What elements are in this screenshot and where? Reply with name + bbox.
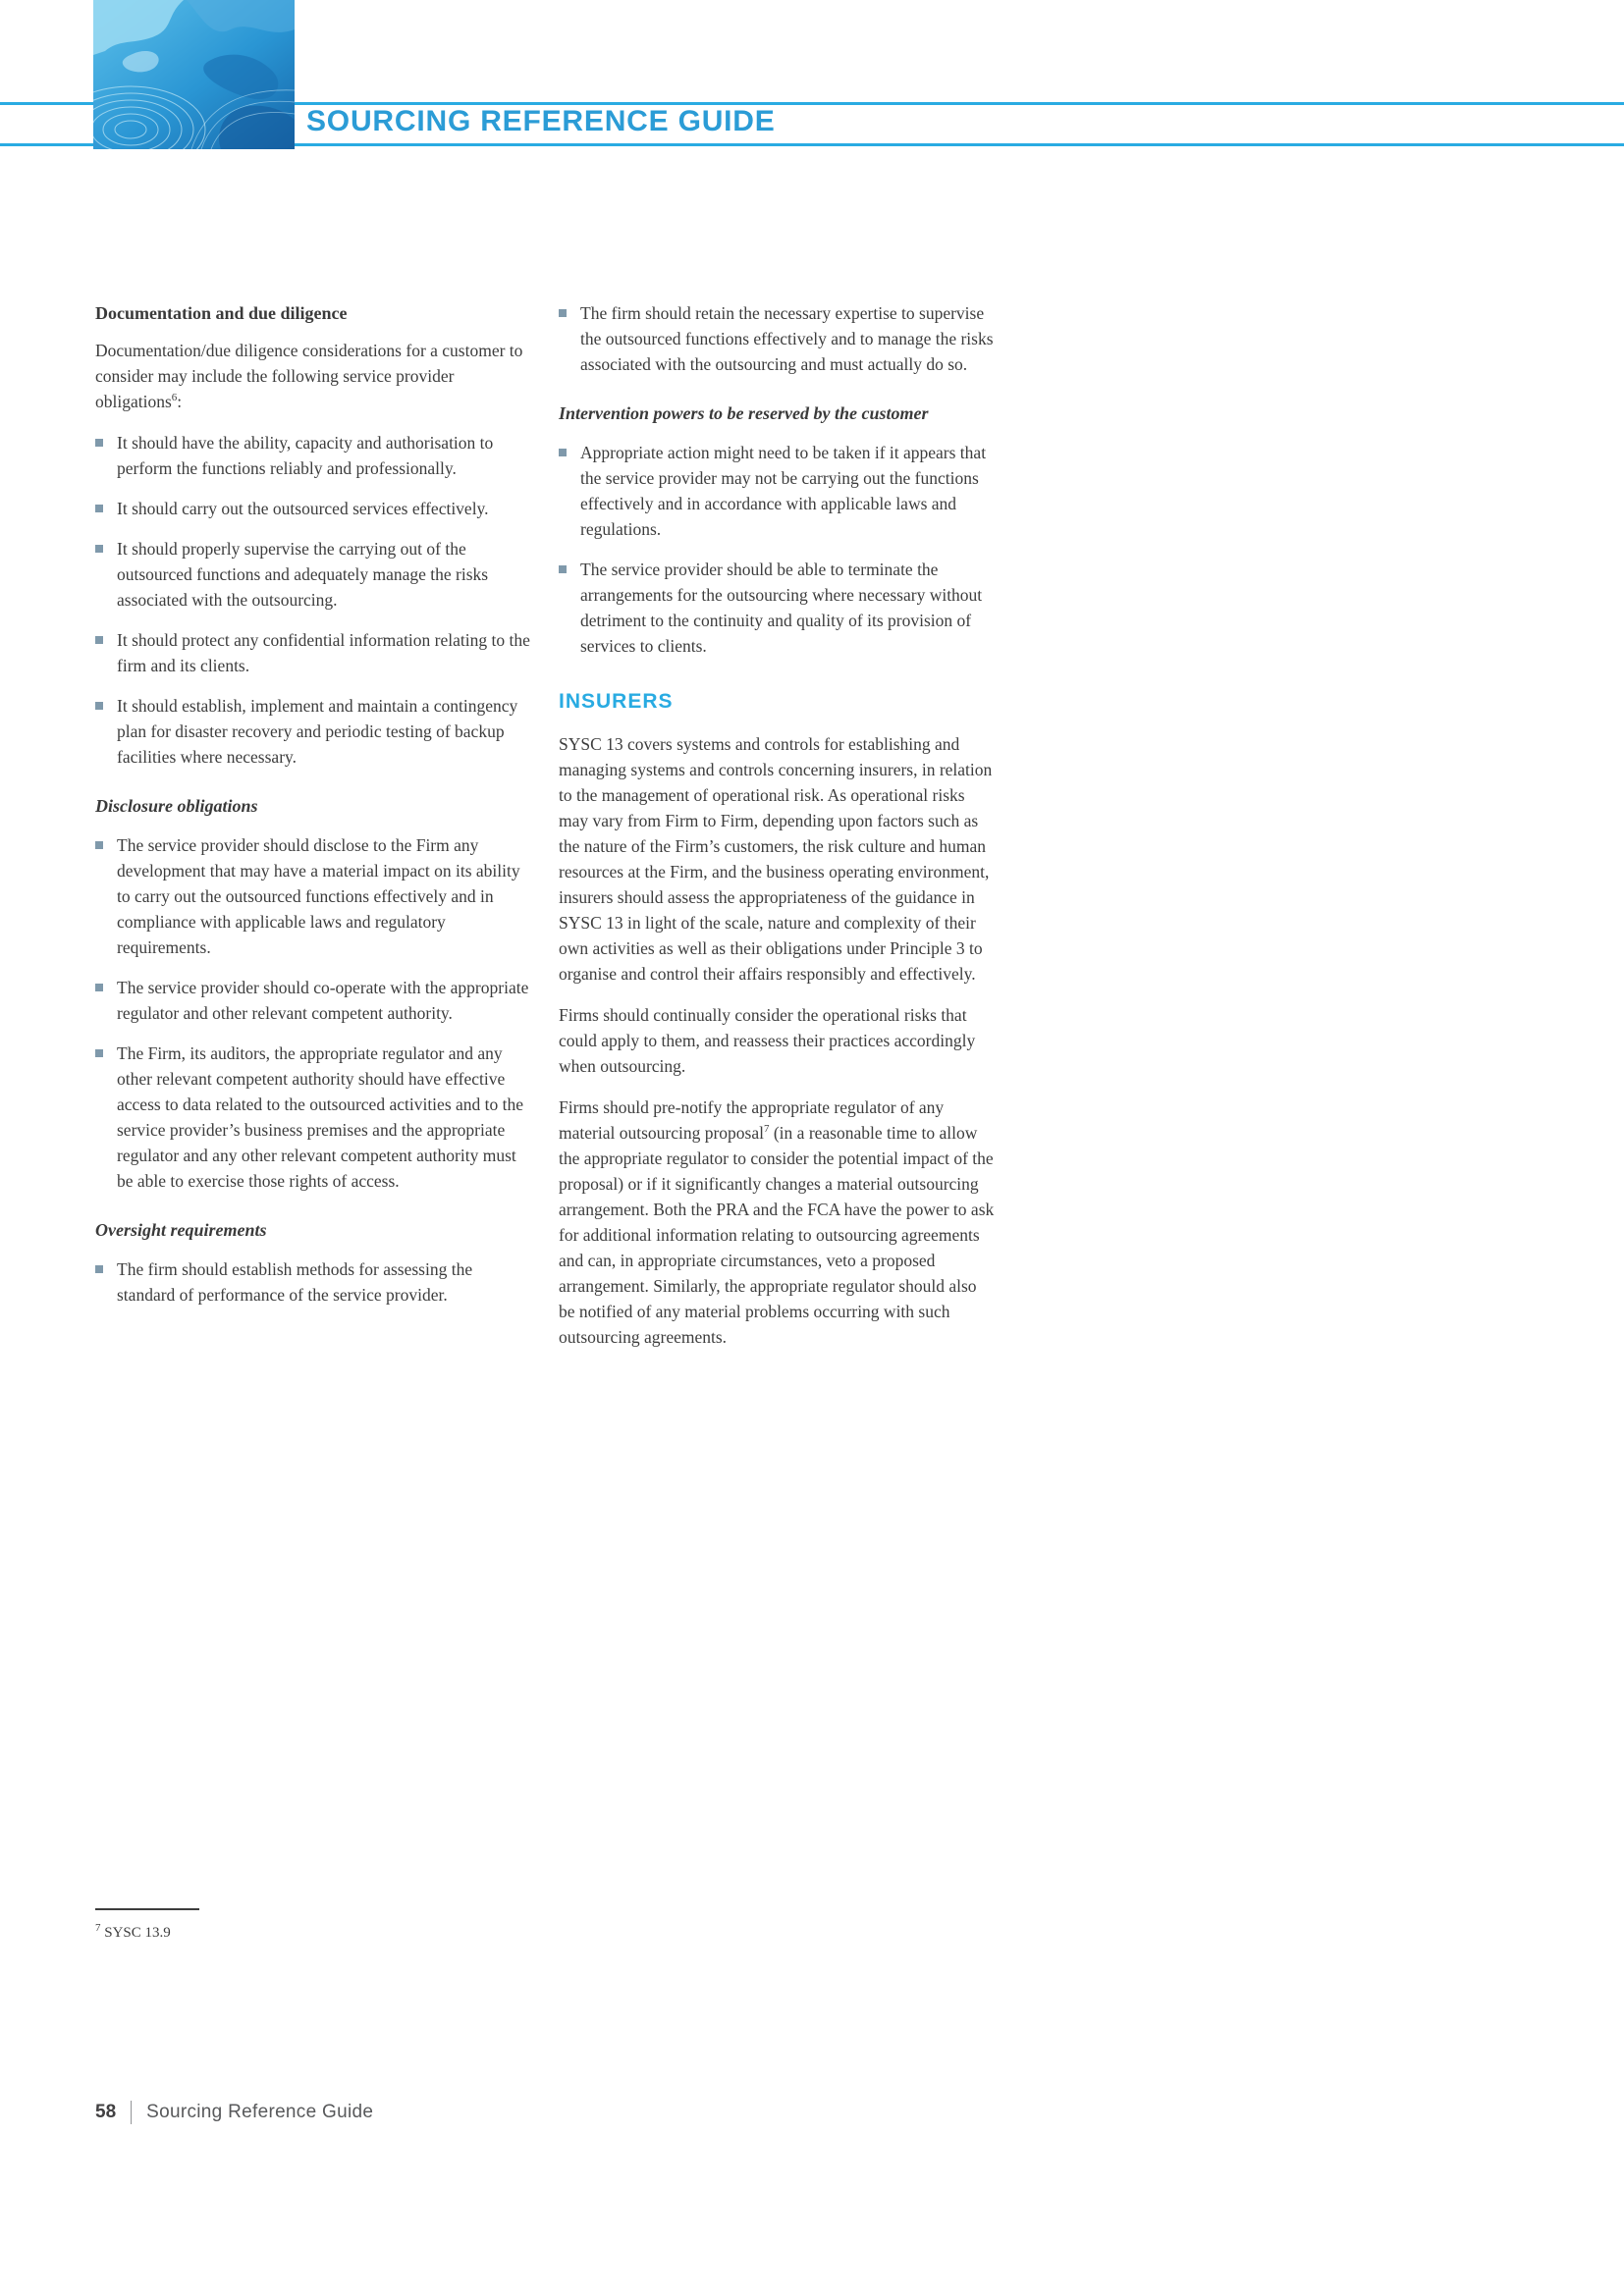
bullet-text: The service provider should co-operate with the appropriate regulator and other relevant competent authority.: [117, 978, 529, 1023]
bullet-text: Appropriate action might need to be taken if it appears that the service provider may not be carrying out the functions effectively and in accordance with applicable laws and regulations.: [580, 443, 987, 539]
list-item: [95, 496, 531, 521]
bullet-square-icon: [95, 841, 103, 849]
intervention-bullet-list: [559, 440, 995, 659]
bullet-text: The service provider should disclose to the Firm any development that may have a material impact on its ability to carry out the outsourced functions effectively and in compliance with applicable laws and regulatory requirements.: [117, 835, 520, 957]
bullet-square-icon: [95, 636, 103, 644]
insurers-paragraph-3: [559, 1095, 995, 1350]
section-heading-documentation: Documentation and due diligence: [95, 303, 348, 323]
document-title: SOURCING REFERENCE GUIDE: [306, 105, 776, 137]
bullet-text: It should protect any confidential information relating to the firm and its clients.: [117, 630, 530, 675]
list-item: [95, 832, 531, 960]
footnote: [95, 1922, 171, 1944]
page-footer: [95, 2101, 373, 2124]
oversight-continuation-bullet-list: [559, 300, 995, 377]
documentation-bullet-list: [95, 430, 531, 770]
list-item: [95, 536, 531, 613]
paragraph-text: Firms should pre-notify the appropriate regulator of any material outsourcing proposal: [559, 1097, 945, 1143]
list-item: [95, 627, 531, 678]
bullet-text: It should properly supervise the carrying out of the outsourced functions and adequately manage the risks associated with the outsourcing.: [117, 539, 489, 610]
documentation-intro-paragraph: [95, 338, 531, 414]
intro-text-suffix: :: [177, 392, 183, 411]
bullet-square-icon: [95, 702, 103, 710]
footer-divider: [131, 2101, 132, 2124]
oversight-bullet-list: [95, 1256, 531, 1308]
bullet-square-icon: [95, 984, 103, 991]
page-number: 58: [95, 2102, 117, 2122]
bullet-text: The firm should retain the necessary expertise to supervise the outsourced functions effectively and to manage the risks associated with the outsourcing and must actually do so.: [580, 303, 994, 374]
footnote-divider: [95, 1908, 199, 1910]
bullet-square-icon: [559, 309, 567, 317]
list-item: [95, 1256, 531, 1308]
bullet-text: It should establish, implement and maintain a contingency plan for disaster recovery and periodic testing of backup facilities where necessary.: [117, 696, 518, 767]
list-item: [559, 557, 995, 659]
section-heading-oversight: Oversight requirements: [95, 1220, 267, 1240]
list-item: [559, 440, 995, 542]
intro-text: Documentation/due diligence considerations for a customer to consider may include the following service provider obligations: [95, 341, 523, 411]
insurers-paragraph-1: SYSC 13 covers systems and controls for establishing and managing systems and controls concerning insurers, in relation to the management of operational risk. As operational risks may vary from Firm to Firm, depending upon factors such as the nature of the Firm’s customers, the risk culture and human resources at the Firm, and the business operating environment, insurers should assess the appropriateness of the guidance in SYSC 13 in light of the scale, nature and complexity of their own activities as well as their obligations under Principle 3 to organise and control their affairs responsibly and effectively.: [559, 734, 993, 984]
bullet-square-icon: [95, 505, 103, 512]
bullet-text: It should have the ability, capacity and authorisation to perform the functions reliably and professionally.: [117, 433, 494, 478]
list-item: [559, 300, 995, 377]
bullet-text: The firm should establish methods for assessing the standard of performance of the service provider.: [117, 1259, 473, 1305]
list-item: [95, 1041, 531, 1194]
list-item: [95, 693, 531, 770]
page-content: [95, 300, 995, 1365]
bullet-text: The service provider should be able to terminate the arrangements for the outsourcing where necessary without detriment to the continuity and quality of its provision of services to clients.: [580, 560, 983, 656]
bullet-square-icon: [95, 545, 103, 553]
paragraph-text: (in a reasonable time to allow the appropriate regulator to consider the potential impact of the proposal) or if it significantly changes a material outsourcing arrangement. Both the PRA and the FCA have the power to ask for additional information relating to outsourcing agreements and can, in appropriate circumstances, veto a proposed arrangement. Similarly, the appropriate regulator should also be notified of any material problems occurring with such outsourcing agreements.: [559, 1123, 995, 1347]
list-item: [95, 430, 531, 481]
list-item: [95, 975, 531, 1026]
world-map-graphic: [93, 0, 295, 149]
bullet-square-icon: [95, 1049, 103, 1057]
bullet-square-icon: [95, 439, 103, 447]
right-column: [559, 300, 995, 1365]
bullet-square-icon: [559, 449, 567, 456]
footnote-number: 7: [95, 1922, 101, 1934]
bullet-text: It should carry out the outsourced services effectively.: [117, 499, 489, 518]
bullet-square-icon: [95, 1265, 103, 1273]
footnote-marker-6: 6: [171, 392, 178, 404]
left-column: [95, 300, 531, 1365]
section-heading-insurers: INSURERS: [559, 690, 674, 713]
section-heading-intervention: Intervention powers to be reserved by the customer: [559, 403, 929, 423]
insurers-paragraph-2: Firms should continually consider the operational risks that could apply to them, and reassess their practices accordingly when outsourcing.: [559, 1005, 976, 1076]
disclosure-bullet-list: [95, 832, 531, 1194]
section-heading-disclosure: Disclosure obligations: [95, 796, 258, 816]
footnote-marker-7: 7: [763, 1123, 770, 1136]
footnote-text: SYSC 13.9: [100, 1925, 171, 1941]
bullet-square-icon: [559, 565, 567, 573]
footer-document-title: Sourcing Reference Guide: [146, 2102, 374, 2122]
bullet-text: The Firm, its auditors, the appropriate regulator and any other relevant competent authority should have effective access to data related to the outsourced activities and to the service provider’s business premises and the appropriate regulator and any other relevant competent authority must be able to exercise those rights of access.: [117, 1043, 524, 1191]
world-map-illustration: [93, 0, 295, 149]
